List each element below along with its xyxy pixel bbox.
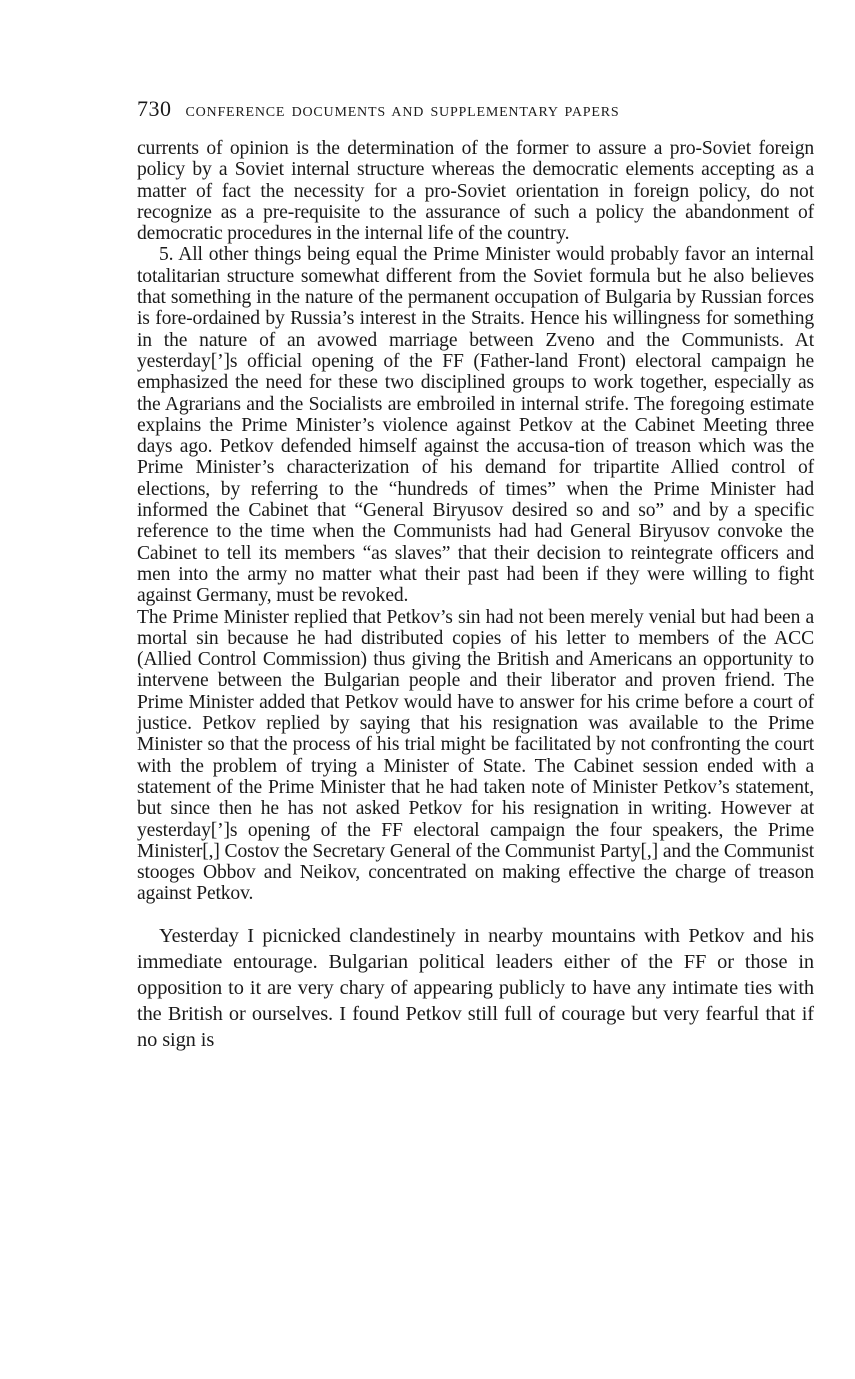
page-header [137, 96, 814, 130]
body-text [137, 923, 814, 1053]
quoted-paragraph-continuation: currents of opinion is the determination of the former to assure a pro-Soviet foreign policy by a Soviet internal structure whereas the democratic elements accepting as a matter of fact the necessity for a pro-Soviet orientation in foreign policy, do not recognize as a pre-requisite to the assurance of such a policy the abandonment of democratic procedures in the internal life of the country. [137, 138, 814, 245]
quoted-paragraph-prime-minister-reply: The Prime Minister replied that Petkov’s sin had not been merely venial but had been a mortal sin because he had distributed copies of his letter to members of the ACC (Allied Control Commission) thus giving the British and Americans an opportunity to intervene between the Bulgarian people and their liberator and proven friend. The Prime Minister added that Petkov would have to answer for his crime before a court of justice. Petkov replied by saying that his resignation was available to the Prime Minister so that the process of his trial might be facilitated by not confronting the court with the problem of trying a Minister of State. The Cabinet session ended with a statement of the Prime Minister that he had taken note of Minister Petkov’s statement, but since then he has not asked Petkov for his resignation in writing. However at yesterday[’]s opening of the FF electoral campaign the four speakers, the Prime Minister[,] Costov the Secretary General of the Communist Party[,] and the Communist stooges Obbov and Neikov, concentrated on making effective the charge of treason against Petkov. [137, 606, 814, 905]
document-page [137, 96, 814, 1053]
quoted-telegram-text [137, 138, 814, 905]
page-number: 730 [137, 96, 172, 121]
running-head: CONFERENCE DOCUMENTS AND SUPPLEMENTARY PAPERS [185, 105, 620, 120]
body-paragraph: Yesterday I picnicked clandestinely in nearby mountains with Petkov and his immediate entourage. Bulgarian political leaders either of the FF or those in opposition to it are very chary of appearing publicly to have any intimate ties with the British or ourselves. I found Petkov still full of courage but very fearful that if no sign is [137, 924, 814, 1051]
quoted-paragraph-point-5: 5. All other things being equal the Prime Minister would probably favor an internal totalitarian structure somewhat different from the Soviet formula but he also believes that something in the nature of the permanent occupation of Bulgaria by Russian forces is fore-ordained by Russia’s interest in the Straits. Hence his willingness for something in the nature of an avowed marriage between Zveno and the Communists. At yesterday[’]s official opening of the FF (Father-land Front) electoral campaign he emphasized the need for these two disciplined groups to work together, especially as the Agrarians and the Socialists are embroiled in internal strife. The foregoing estimate explains the Prime Minister’s violence against Petkov at the Cabinet Meeting three days ago. Petkov defended himself against the accusa-tion of treason which was the Prime Minister’s characterization of his demand for tripartite Allied control of elections, by referring to the “hundreds of times” when the Prime Minister had informed the Cabinet that “General Biryusov desired so and so” and by a specific reference to the time when the Communists had had General Biryusov convoke the Cabinet to tell its members “as slaves” that their decision to reintegrate officers and men into the army no matter what their past had been if they were willing to fight against Germany, must be revoked. [137, 244, 814, 607]
